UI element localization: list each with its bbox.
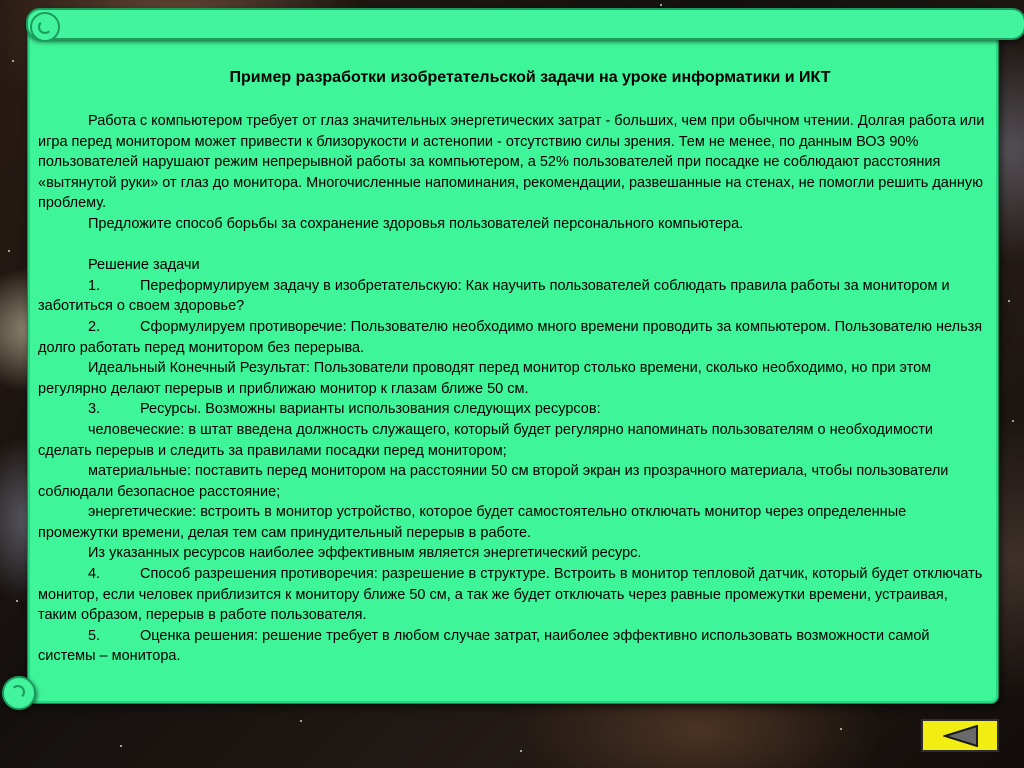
resource-material: материальные: поставить перед монитором на расстоянии 50 см второй экран из прозрачного материала, чтобы пользователи соблюдали безопасное расстояние; [38,463,949,500]
step-text: Способ разрешения противоречия: разрешение в структуре. Встроить в монитор тепловой датчик, который будет отключать монитор, если человек приблизится к монитору ближе 50 см, а так же будет отключать через равные промежутки времени, устраивая, таким образом, перерыв в работе пользователя. [38,566,983,624]
star [520,750,522,752]
solution-step-5 [38,626,990,667]
star [16,600,18,602]
scroll-curl-top-icon [30,12,60,42]
solution-step-1 [38,276,990,317]
star [300,720,302,722]
star [8,250,10,252]
paragraph-task: Предложите способ борьбы за сохранение здоровья пользователей персонального компьютера. [88,215,744,232]
solution-step-3 [38,399,990,420]
page-title: Пример разработки изобретательской задачи на уроке информатики и ИКТ [229,69,831,86]
star [120,745,122,747]
resource-energy: энергетические: встроить в монитор устройство, которое будет самостоятельно отключать монитор через определенные промежутки времени, делая тем сам принудительный перерыв в работе. [38,504,907,541]
back-button[interactable] [921,719,999,752]
triangle-left-icon [943,725,979,747]
star [12,60,14,62]
step-text: Сформулируем противоречие: Пользователю необходимо много времени проводить за компьютером. Пользователю нельзя долго работать перед монитором без перерыва. [38,318,983,356]
star [840,728,842,730]
solution-step-4 [38,564,990,626]
step-number: 3. [88,401,101,418]
spacer [38,235,990,256]
star [1012,420,1014,422]
step-number: 4. [88,566,101,583]
step-number: 1. [88,277,101,294]
ideal-final-result: Идеальный Конечный Результат: Пользователи проводят перед монитор столько времени, сколько необходимо, но при этом регулярно делают перерыв и приближаю монитор к глазам ближе 50 см. [38,360,932,397]
scroll-curl-bottom-icon [2,676,36,710]
resource-conclusion: Из указанных ресурсов наиболее эффективным является энергетический ресурс. [88,545,642,562]
solution-step-2 [38,317,990,358]
scroll-top-roll [26,8,1024,40]
document-body [38,111,990,667]
step-text: Ресурсы. Возможны варианты использования следующих ресурсов: [140,401,601,418]
resource-human: человеческие: в штат введена должность служащего, который будет регулярно напоминать пользователям о необходимости сделать перерыв и следить за правилами посадки перед монитором; [38,421,934,459]
star [660,4,662,6]
solution-heading: Решение задачи [88,257,200,274]
star [1008,300,1010,302]
step-number: 2. [88,318,101,335]
step-number: 5. [88,627,101,644]
step-text: Оценка решения: решение требует в любом случае затрат, наиболее эффективно использовать возможности самой системы – монитора. [38,627,930,665]
paragraph-problem: Работа с компьютером требует от глаз значительных энергетических затрат - больших, чем при обычном чтении. Долгая работа или игра перед монитором может привести к близорукости и астенопии - отсутствию силы зрения. Тем не менее, по данным ВОЗ 90% пользователей нарушают режим непрерывной работы за компьютером, а 52% пользователей при посадке не соблюдают расстояния «вытянутой руки» от глаз до монитора. Многочисленные напоминания, рекомендации, развешанные на стенах, не помогли решить данную проблему. [38,113,985,212]
step-text: Переформулируем задачу в изобретательскую: Как научить пользователей соблюдать правила работы за монитором и заботиться о своем здоровье? [38,277,950,315]
